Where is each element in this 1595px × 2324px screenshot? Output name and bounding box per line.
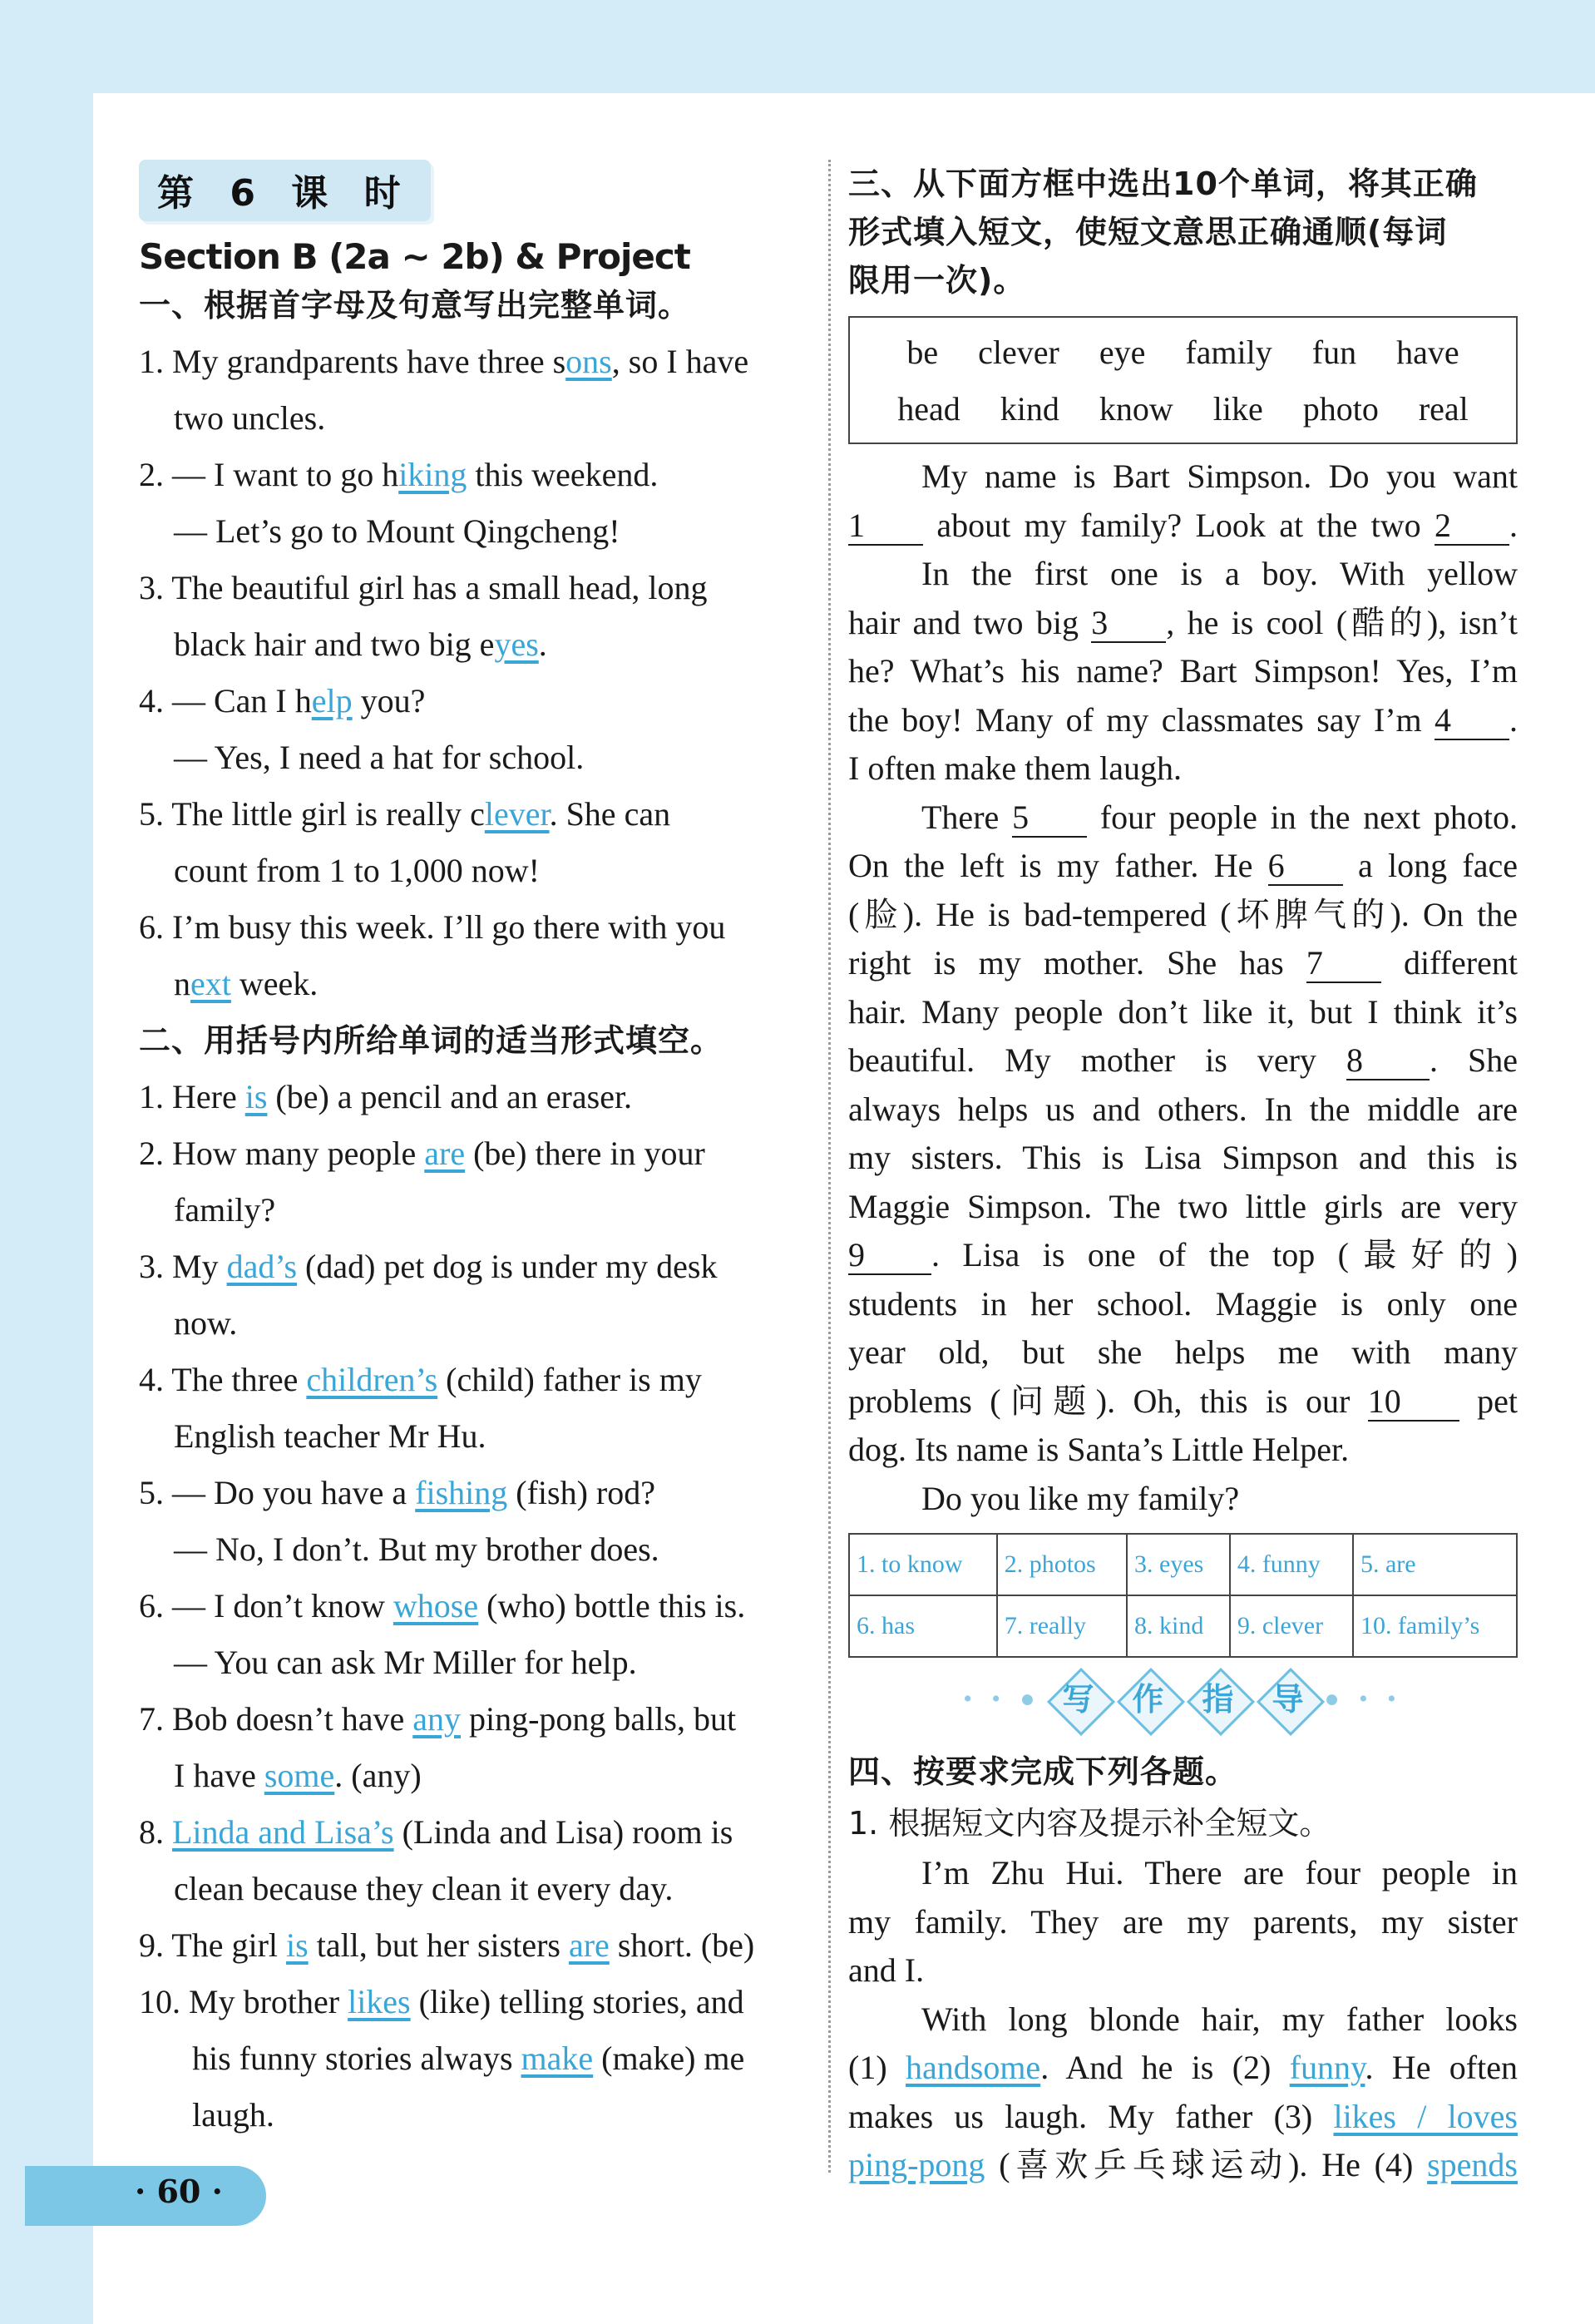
part2-item-4: 4. The three children’s (child) father is my English teacher Mr Hu.	[139, 1361, 702, 1455]
part2-item-6: 6. — I don’t know whose (who) bottle this is. — You can ask Mr Miller for help.	[139, 1587, 746, 1681]
answer: dad’s	[226, 1248, 298, 1285]
dots-left: • • ●	[963, 1685, 1042, 1713]
part1-item-3: 3. The beautiful girl has a small head, long black hair and two big eyes.	[139, 569, 708, 663]
answer: are	[568, 1926, 610, 1964]
answer: is	[286, 1926, 309, 1964]
answer: yes	[494, 626, 539, 663]
table-row	[849, 1595, 1517, 1657]
part1-item-1: 1. My grandparents have three sons, so I have two uncles.	[139, 343, 749, 437]
answer: lever	[484, 795, 550, 833]
page-number: · 60 ·	[135, 2173, 223, 2210]
answer: ons	[565, 343, 612, 380]
answer: any	[412, 1700, 461, 1738]
diamond-badge: 写	[1050, 1671, 1107, 1728]
answer-cell: 5. are	[1353, 1534, 1517, 1595]
answer: Linda and Lisa’s	[172, 1813, 394, 1851]
dots-right: ● • •	[1324, 1685, 1403, 1713]
top-color-band	[0, 0, 1595, 93]
answer: likes	[348, 1983, 411, 2020]
answer-cell: 6. has	[849, 1595, 997, 1657]
answer: funny	[1289, 2049, 1365, 2086]
answer: spends	[1427, 2146, 1518, 2183]
answer: are	[424, 1135, 466, 1172]
part1-item-4: 4. — Can I help you? — Yes, I need a hat for school.	[139, 682, 585, 776]
part1-heading: 一、根据首字母及句意写出完整单词。	[139, 287, 691, 324]
answer-cell: 3. eyes	[1127, 1534, 1230, 1595]
writing-passage: I’m Zhu Hui. There are four people in my family. They are my parents, my sister and I. With long blonde hair, my father looks (1) handsome. And he is (2) funny. He often makes us laugh. My father (3) likes / loves ping-pong (喜欢乒乓球运动). He (4) spends	[848, 1854, 1518, 2183]
answer-cell: 8. kind	[1127, 1595, 1230, 1657]
part2-item-2: 2. How many people are (be) there in your family?	[139, 1135, 705, 1229]
answer: children’s	[306, 1361, 438, 1398]
part2-item-10: 10. My brother likes (like) telling stories, and his funny stories always make (make) me laugh.	[139, 1983, 745, 2134]
blank-5: 5	[1012, 799, 1087, 838]
blank-8: 8	[1346, 1042, 1430, 1080]
part2-item-7: 7. Bob doesn’t have any ping-pong balls, but I have some. (any)	[139, 1700, 737, 1794]
diamond-badge: 作	[1120, 1671, 1177, 1728]
part2-item-5: 5. — Do you have a fishing (fish) rod? — No, I don’t. But my brother does.	[139, 1474, 659, 1568]
diamond-badge: 导	[1260, 1671, 1316, 1728]
answer: iking	[398, 456, 467, 493]
cloze-passage: My name is Bart Simpson. Do you want 1 about my family? Look at the two 2 . In the first one is a boy. With yellow hair and two big 3 , he is cool (酷的), isn’t he? What’s his name? Bart Simpson! Yes, I’m the boy! Many of my classmates say I’m 4 . I often make them laugh. There 5 four people in the next photo. On the left is my father. He 6 a long face (脸). He is bad-tempered (坏脾气的). On the right is my mother. She has 7 different hair. Many people don’t like it, but I think it’s beautiful. My mother is very 8 . She always helps us and others. In the middle are my sisters. This is Lisa Simpson and this is Maggie Simpson. The two little girls are very 9 . Lisa is one of the top (最好的) students in her school. Maggie is only one year old, but she helps me with many problems (问题). Oh, this is our 10 pet dog. Its name is Santa’s Little Helper. Do you like my family?	[848, 457, 1518, 1517]
answer-cell: 4. funny	[1230, 1534, 1353, 1595]
answer-cell: 9. clever	[1230, 1595, 1353, 1657]
answer: ext	[190, 965, 231, 1002]
part1-item-6: 6. I’m busy this week. I’ll go there with you next week.	[139, 908, 726, 1002]
blank-4: 4	[1435, 702, 1509, 740]
page-number-tab	[25, 2166, 266, 2226]
answer-cell: 10. family’s	[1353, 1595, 1517, 1657]
blank-9: 9	[848, 1237, 931, 1275]
table-row	[849, 1534, 1517, 1595]
lesson-badge: 第 6 课 时	[139, 160, 431, 221]
answer: likes / loves	[1333, 2097, 1518, 2135]
blank-3: 3	[1091, 605, 1166, 643]
part2-item-3: 3. My dad’s (dad) pet dog is under my desk now.	[139, 1248, 718, 1342]
part4-subheading: 1. 根据短文内容及提示补全短文。	[848, 1805, 1331, 1842]
part4-heading: 四、按要求完成下列各题。	[848, 1753, 1238, 1790]
part3-heading: 三、从下面方框中选出10个单词，将其正确 形式填入短文，使短文意思正确通顺(每词 限用一次)。	[848, 166, 1478, 299]
part1-item-2: 2. — I want to go hiking this weekend. — Let’s go to Mount Qingcheng!	[139, 456, 659, 550]
answer-cell: 1. to know	[849, 1534, 997, 1595]
blank-2: 2	[1435, 507, 1509, 546]
answer: some	[264, 1757, 335, 1794]
section-title: Section B (2a ~ 2b) & Project	[139, 236, 690, 277]
diamond-badge: 指	[1190, 1671, 1247, 1728]
part1-item-5: 5. The little girl is really clever. She can count from 1 to 1,000 now!	[139, 795, 671, 889]
answer: make	[521, 2040, 594, 2077]
answer: fishing	[415, 1474, 508, 1511]
answer: elp	[311, 682, 353, 719]
left-column	[139, 160, 808, 2144]
left-color-band	[0, 0, 93, 2324]
answer: whose	[393, 1587, 479, 1624]
right-column	[848, 160, 1518, 2190]
answer-cell: 2. photos	[997, 1534, 1127, 1595]
blank-1: 1	[848, 507, 923, 546]
part2-item-8: 8. Linda and Lisa’s (Linda and Lisa) room is clean because they clean it every day.	[139, 1813, 733, 1907]
word-box: be clever eye family fun have head kind know like photo real	[848, 316, 1518, 444]
blank-6: 6	[1268, 848, 1343, 886]
writing-guide-banner	[848, 1671, 1518, 1746]
answer: ping-pong	[848, 2146, 985, 2183]
answer: is	[244, 1078, 268, 1115]
part2-heading: 二、用括号内所给单词的适当形式填空。	[139, 1022, 723, 1059]
answer: handsome	[906, 2049, 1041, 2086]
answer-table	[848, 1533, 1518, 1658]
blank-7: 7	[1306, 945, 1381, 983]
answer-cell: 7. really	[997, 1595, 1127, 1657]
part2-item-9: 9. The girl is tall, but her sisters are short. (be)	[139, 1926, 755, 1964]
part2-item-1: 1. Here is (be) a pencil and an eraser.	[139, 1078, 633, 1115]
column-divider	[828, 160, 831, 2173]
blank-10: 10	[1368, 1383, 1459, 1422]
